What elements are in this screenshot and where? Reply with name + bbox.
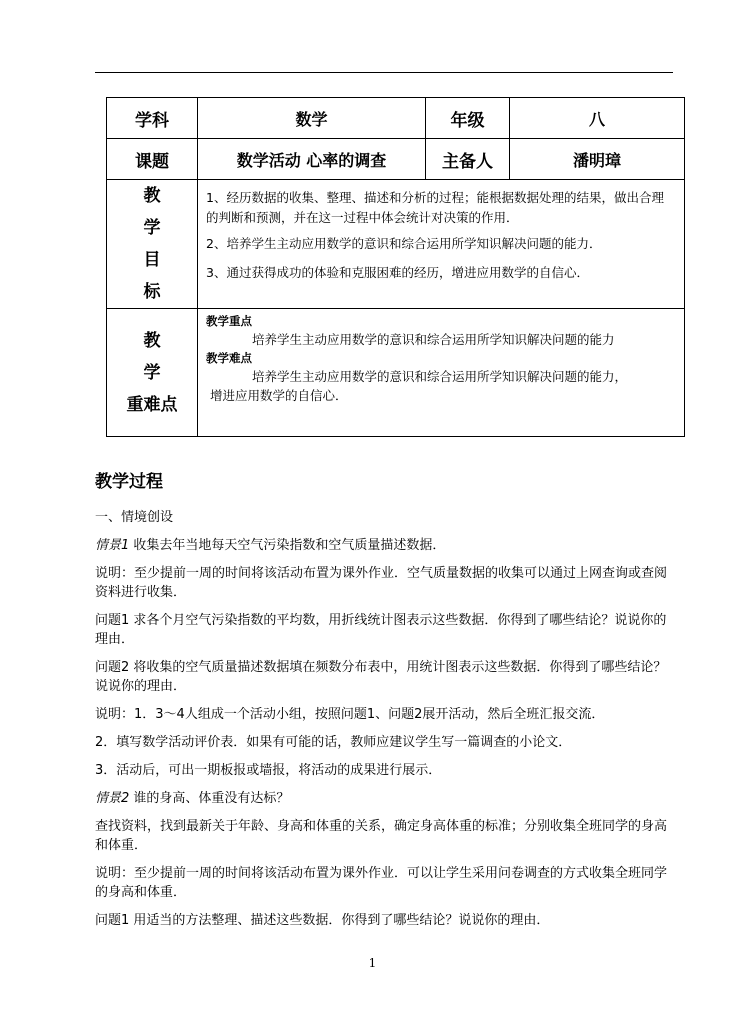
paragraph xyxy=(95,536,673,555)
goals-label-line1: 教学 xyxy=(143,186,183,238)
goal-item: 3、通过获得成功的体验和克服困难的经历，增进应用数学的自信心． xyxy=(206,265,589,280)
difficult-point-text: 培养学生主动应用数学的意识和综合运用所学知识解决问题的能力， xyxy=(252,369,628,384)
page-number: 1 xyxy=(368,956,377,970)
scene-text: 收集去年当地每天空气污染指数和空气质量描述数据． xyxy=(129,538,446,553)
paragraph: 查找资料，找到最新关于年龄、身高和体重的关系，确定身高体重的标准；分别收集全班同学的身高和体重． xyxy=(95,819,668,853)
difficult-point-title: 教学难点 xyxy=(206,351,252,365)
paragraph: 2．填写数学活动评价表．如果有可能的话，教师应建议学生写一篇调查的小论文． xyxy=(95,735,572,750)
teaching-process xyxy=(95,470,673,939)
lesson-info-table xyxy=(106,97,685,437)
paragraph: 说明：1．3～4人组成一个活动小组，按照问题1、问题2展开活动，然后全班汇报交流． xyxy=(95,707,605,722)
goal-item: 1、经历数据的收集、整理、描述和分析的过程；能根据数据处理的结果，做出合理的判断和预测，并在这一过程中体会统计对决策的作用． xyxy=(206,190,664,225)
difficulty-label xyxy=(107,309,198,437)
scene-text: 谁的身高、体重没有达标？ xyxy=(129,791,290,806)
key-point-text: 培养学生主动应用数学的意识和综合运用所学知识解决问题的能力 xyxy=(252,332,615,347)
paragraph: 问题2 将收集的空气质量描述数据填在频数分布表中，用统计图表示这些数据．你得到了哪些结论？说说你的理由． xyxy=(95,660,667,694)
grade-label: 年级 xyxy=(426,98,510,139)
subject-label: 学科 xyxy=(107,98,198,139)
paragraph: 说明：至少提前一周的时间将该活动布置为课外作业．可以让学生采用问卷调查的方式收集全班同学的身高和体重． xyxy=(95,866,668,900)
goals-label xyxy=(107,180,198,309)
goals-cell xyxy=(198,180,685,309)
paragraph: 说明：至少提前一周的时间将该活动布置为课外作业．空气质量数据的收集可以通过上网查询或查阅资料进行收集． xyxy=(95,566,668,600)
paragraph: 问题1 用适当的方法整理、描述这些数据．你得到了哪些结论？说说你的理由． xyxy=(95,913,550,928)
topic-value: 数学活动 心率的调查 xyxy=(198,139,426,180)
grade-value: 八 xyxy=(510,98,685,139)
preparer-label: 主备人 xyxy=(426,139,510,180)
paragraph: 问题1 求各个月空气污染指数的平均数，用折线统计图表示这些数据．你得到了哪些结论？说说你的理由． xyxy=(95,613,667,647)
paragraph xyxy=(95,789,673,808)
difficulty-label-line1: 教学 xyxy=(143,330,183,383)
scene-label: 情景2 xyxy=(95,791,130,806)
preparer-value: 潘明璋 xyxy=(510,139,685,180)
paragraph: 3．活动后，可出一期板报或墙报，将活动的成果进行展示． xyxy=(95,763,442,778)
key-point-title: 教学重点 xyxy=(206,314,252,328)
difficult-point-cont: 增进应用数学的自信心． xyxy=(210,388,348,403)
section-heading: 一、情境创设 xyxy=(95,510,174,525)
table-row xyxy=(107,309,685,437)
table-row xyxy=(107,180,685,309)
difficulty-label-line2: 重难点 xyxy=(126,394,178,415)
table-row xyxy=(107,98,685,139)
topic-label: 课题 xyxy=(107,139,198,180)
difficulty-cell xyxy=(198,309,685,437)
table-row xyxy=(107,139,685,180)
scene-label: 情景1 xyxy=(95,538,130,553)
header-rule xyxy=(95,72,673,73)
goal-item: 2、培养学生主动应用数学的意识和综合运用所学知识解决问题的能力． xyxy=(206,236,602,251)
process-title: 教学过程 xyxy=(95,472,163,492)
goals-label-line2: 目标 xyxy=(143,250,183,302)
subject-value: 数学 xyxy=(198,98,426,139)
